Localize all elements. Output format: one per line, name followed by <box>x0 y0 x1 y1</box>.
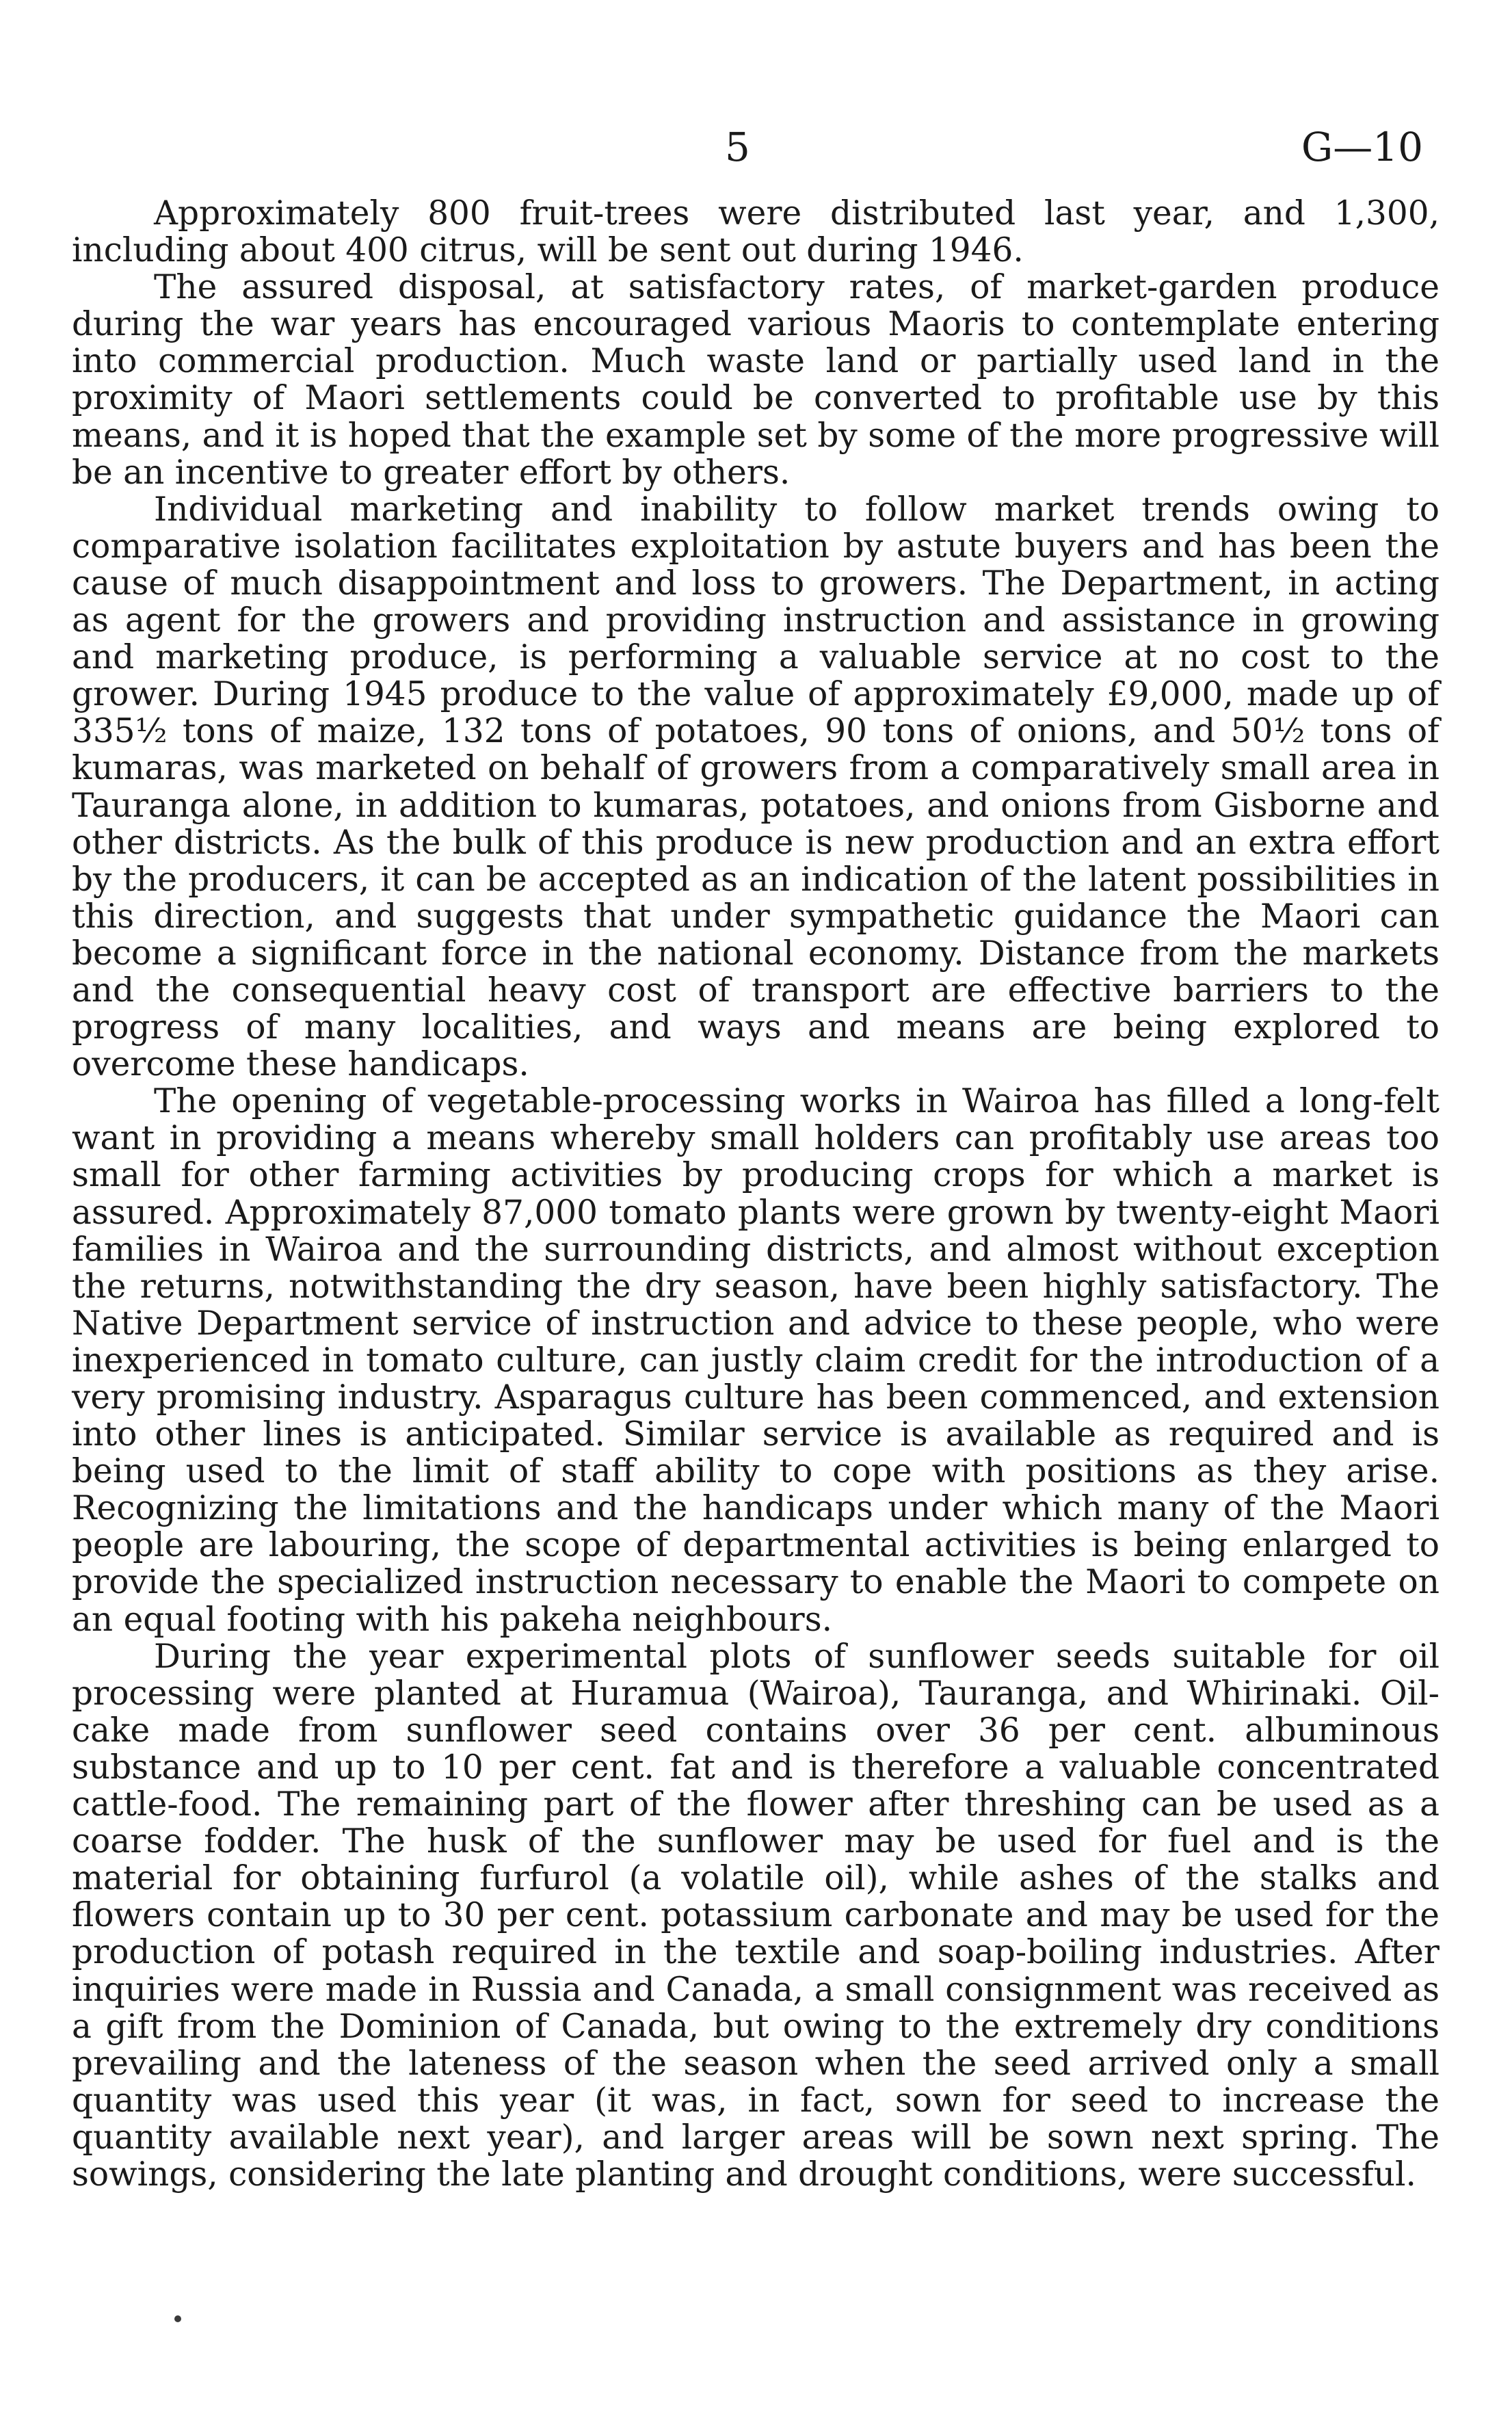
stray-ink-mark <box>174 2315 181 2322</box>
paragraph-market-garden: The assured disposal, at satisfactory rates, of market-garden produce during the war years has encouraged various Maoris to contemplate entering into commercial production. Much waste land or partially used land in the proximity of Maori settlements could be converted to profitable use by this means, and it is hoped that the example set by some of the more progressive will be an incentive to greater effort by others. <box>72 268 1440 492</box>
page-header <box>0 116 1512 178</box>
paragraph-vegetable-processing: The opening of vegetable-processing works in Wairoa has filled a long-felt want in providing a means whereby small holders can profitably use areas too small for other farming activities by producing crops for which a market is assured. Approximately 87,000 tomato plants were grown by twenty-eight Maori families in Wairoa and the surrounding districts, and almost without exception the returns, notwithstanding the dry season, have been highly satisfactory. The Native Department service of instruction and advice to these people, who were inexperienced in tomato culture, can justly claim credit for the introduction of a very promising industry. Asparagus culture has been commenced, and extension into other lines is anticipated. Similar service is available as required and is being used to the limit of staff ability to cope with positions as they arise. Recognizing the limitations and the handicaps under which many of the Maori people are labouring, the scope of departmental activities is being enlarged to provide the specialized instruction necessary to enable the Maori to compete on an equal footing with his pakeha neighbours. <box>72 1082 1440 1639</box>
page-number: 5 <box>725 124 750 170</box>
body-text <box>72 195 1440 2193</box>
paragraph-marketing: Individual marketing and inability to follow market trends owing to comparative isolation facilitates exploitation by astute buyers and has been the cause of much disappointment and loss to growers. The Department, in acting as agent for the growers and providing instruction and assistance in growing and marketing produce, is performing a valuable service at no cost to the grower. During 1945 produce to the value of approximately £9,000, made up of 335½ tons of maize, 132 tons of potatoes, 90 tons of onions, and 50½ tons of kumaras, was marketed on behalf of growers from a comparatively small area in Tauranga alone, in addition to kumaras, potatoes, and onions from Gisborne and other districts. As the bulk of this produce is new production and an extra effort by the producers, it can be accepted as an indication of the latent possibilities in this direction, and suggests that under sympathetic guidance the Maori can become a significant force in the national economy. Distance from the markets and the consequential heavy cost of transport are effective barriers to the progress of many localities, and ways and means are being explored to overcome these handicaps. <box>72 490 1440 1084</box>
document-reference: G—10 <box>1301 124 1423 170</box>
paragraph-fruit-trees: Approximately 800 fruit-trees were distributed last year, and 1,300, including about 400 citrus, will be sent out during 1946. <box>72 194 1440 270</box>
paragraph-sunflower: During the year experimental plots of sunflower seeds suitable for oil processing were planted at Huramua (Wairoa), Tauranga, and Whirinaki. Oil-cake made from sunflower seed contains over 36 per cent. albuminous substance and up to 10 per cent. fat and is therefore a valuable concentrated cattle-food. The remaining part of the flower after threshing can be used as a coarse fodder. The husk of the sunflower may be used for fuel and is the material for obtaining furfurol (a volatile oil), while ashes of the stalks and flowers contain up to 30 per cent. potassium carbonate and may be used for the production of potash required in the textile and soap-boiling industries. After inquiries were made in Russia and Canada, a small consignment was received as a gift from the Dominion of Canada, but owing to the extremely dry conditions prevailing and the lateness of the season when the seed arrived only a small quantity was used this year (it was, in fact, sown for seed to increase the quantity available next year), and larger areas will be sown next spring. The sowings, considering the late planting and drought conditions, were successful. <box>72 1637 1440 2194</box>
